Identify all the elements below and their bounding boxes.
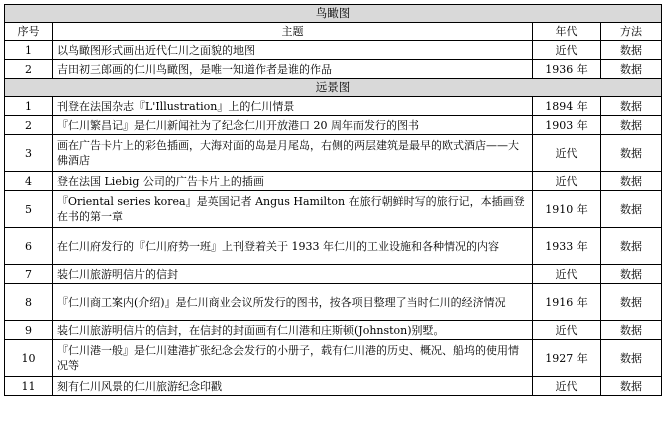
row-topic: 以鸟瞰图形式画出近代仁川之面貌的地图 (53, 41, 533, 60)
table-row (5, 97, 662, 116)
document-page (4, 4, 662, 396)
header-no: 序号 (5, 23, 53, 41)
row-method: 数据 (601, 265, 662, 284)
row-year: 近代 (533, 135, 601, 172)
section-title-row (5, 79, 662, 97)
row-number: 10 (5, 340, 53, 377)
table-row (5, 228, 662, 265)
row-topic: 『仁川商工案内(介绍)』是仁川商业会议所发行的图书，按各项目整理了当时仁川的经济情况 (53, 284, 533, 321)
row-method: 数据 (601, 284, 662, 321)
table-row (5, 340, 662, 377)
row-number: 8 (5, 284, 53, 321)
row-year: 1933 年 (533, 228, 601, 265)
section-title-row (5, 5, 662, 23)
row-year: 近代 (533, 377, 601, 396)
row-number: 1 (5, 41, 53, 60)
row-number: 1 (5, 97, 53, 116)
row-year: 1916 年 (533, 284, 601, 321)
row-topic: 『仁川港一般』是仁川建港扩张纪念会发行的小册子，载有仁川港的历史、概况、船坞的使用情况等 (53, 340, 533, 377)
row-number: 3 (5, 135, 53, 172)
row-method: 数据 (601, 172, 662, 191)
row-year: 1903 年 (533, 116, 601, 135)
row-method: 数据 (601, 340, 662, 377)
header-method: 方法 (601, 23, 662, 41)
row-method: 数据 (601, 377, 662, 396)
section-title: 鸟瞰图 (5, 5, 662, 23)
row-method: 数据 (601, 41, 662, 60)
row-number: 5 (5, 191, 53, 228)
row-number: 2 (5, 116, 53, 135)
row-method: 数据 (601, 191, 662, 228)
row-year: 1910 年 (533, 191, 601, 228)
row-year: 近代 (533, 265, 601, 284)
row-method: 数据 (601, 135, 662, 172)
row-topic: 画在广告卡片上的彩色插画，大海对面的岛是月尾岛，右侧的两层建筑是最早的欧式酒店——大佛酒店 (53, 135, 533, 172)
row-method: 数据 (601, 116, 662, 135)
row-topic: 装仁川旅游明信片的信封 (53, 265, 533, 284)
table-row (5, 41, 662, 60)
table-row (5, 135, 662, 172)
header-row (5, 23, 662, 41)
row-year: 1927 年 (533, 340, 601, 377)
row-year: 近代 (533, 172, 601, 191)
row-method: 数据 (601, 97, 662, 116)
table-row (5, 265, 662, 284)
row-topic: 刻有仁川风景的仁川旅游纪念印戳 (53, 377, 533, 396)
row-method: 数据 (601, 60, 662, 79)
table-row (5, 191, 662, 228)
section-title: 远景图 (5, 79, 662, 97)
row-topic: 『Oriental series korea』是英国记者 Angus Hamilton 在旅行朝鲜时写的旅行记，本插画登在书的第一章 (53, 191, 533, 228)
row-number: 7 (5, 265, 53, 284)
header-year: 年代 (533, 23, 601, 41)
table-row (5, 321, 662, 340)
table-row (5, 116, 662, 135)
row-topic: 登在法国 Liebig 公司的广告卡片上的插画 (53, 172, 533, 191)
row-year: 近代 (533, 321, 601, 340)
row-year: 1936 年 (533, 60, 601, 79)
row-number: 9 (5, 321, 53, 340)
row-method: 数据 (601, 321, 662, 340)
row-topic: 『仁川繁昌记』是仁川新闻社为了纪念仁川开放港口 20 周年而发行的图书 (53, 116, 533, 135)
row-number: 6 (5, 228, 53, 265)
row-number: 2 (5, 60, 53, 79)
row-number: 11 (5, 377, 53, 396)
row-number: 4 (5, 172, 53, 191)
table-row (5, 172, 662, 191)
table-row (5, 377, 662, 396)
table-row (5, 284, 662, 321)
row-year: 近代 (533, 41, 601, 60)
table-row (5, 60, 662, 79)
row-method: 数据 (601, 228, 662, 265)
row-year: 1894 年 (533, 97, 601, 116)
row-topic: 在仁川府发行的『仁川府势一班』上刊登着关于 1933 年仁川的工业设施和各种情况的内容 (53, 228, 533, 265)
catalog-table (4, 4, 662, 396)
row-topic: 装仁川旅游明信片的信封，在信封的封面画有仁川港和庄斯顿(Johnston)别墅。 (53, 321, 533, 340)
row-topic: 吉田初三郎画的仁川鸟瞰图，是唯一知道作者是谁的作品 (53, 60, 533, 79)
row-topic: 刊登在法国杂志『L'Illustration』上的仁川情景 (53, 97, 533, 116)
header-topic: 主题 (53, 23, 533, 41)
